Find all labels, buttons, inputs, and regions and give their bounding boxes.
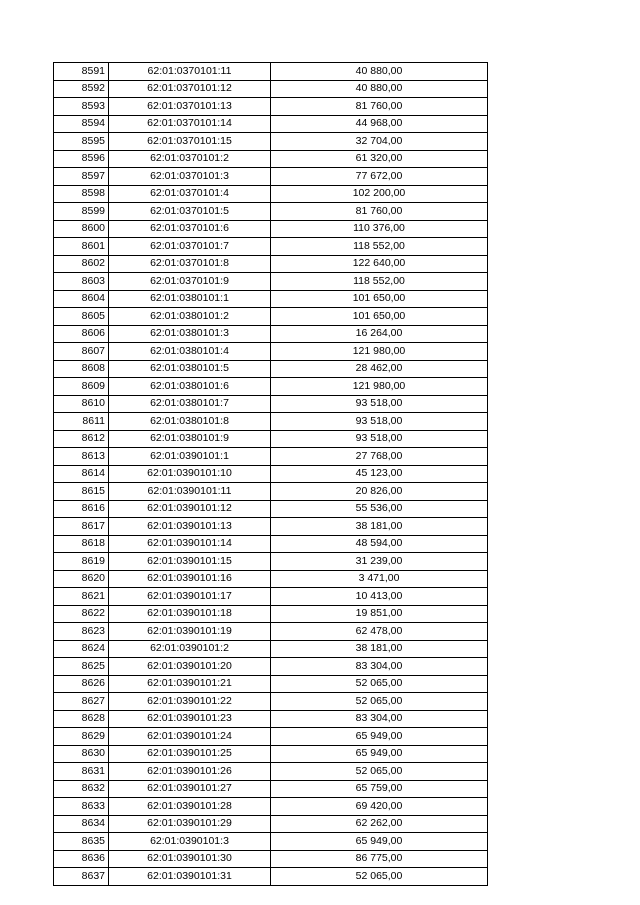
table-row [54, 115, 488, 133]
table-row [54, 413, 488, 431]
cadastral-value-cell: 65 949,00 [271, 833, 488, 851]
table-row [54, 763, 488, 781]
cadastral-value-cell: 52 065,00 [271, 868, 488, 886]
table-row [54, 343, 488, 361]
table-row [54, 850, 488, 868]
cadastral-number-cell: 62:01:0380101:1 [109, 290, 271, 308]
row-number-cell: 8635 [54, 833, 109, 851]
cadastral-value-cell: 77 672,00 [271, 168, 488, 186]
cadastral-number-cell: 62:01:0390101:22 [109, 693, 271, 711]
cadastral-number-cell: 62:01:0390101:20 [109, 658, 271, 676]
row-number-cell: 8617 [54, 518, 109, 536]
row-number-cell: 8624 [54, 640, 109, 658]
cadastral-number-cell: 62:01:0390101:18 [109, 605, 271, 623]
cadastral-value-cell: 122 640,00 [271, 255, 488, 273]
row-number-cell: 8607 [54, 343, 109, 361]
cadastral-number-cell: 62:01:0370101:6 [109, 220, 271, 238]
row-number-cell: 8604 [54, 290, 109, 308]
table-row [54, 623, 488, 641]
cadastral-value-cell: 48 594,00 [271, 535, 488, 553]
table-row [54, 710, 488, 728]
row-number-cell: 8599 [54, 203, 109, 221]
cadastral-number-cell: 62:01:0390101:23 [109, 710, 271, 728]
cadastral-value-cell: 93 518,00 [271, 430, 488, 448]
table-row [54, 203, 488, 221]
cadastral-value-cell: 10 413,00 [271, 588, 488, 606]
cadastral-value-cell: 3 471,00 [271, 570, 488, 588]
row-number-cell: 8613 [54, 448, 109, 466]
table-row [54, 675, 488, 693]
cadastral-number-cell: 62:01:0380101:8 [109, 413, 271, 431]
cadastral-value-cell: 81 760,00 [271, 203, 488, 221]
row-number-cell: 8626 [54, 675, 109, 693]
row-number-cell: 8633 [54, 798, 109, 816]
row-number-cell: 8630 [54, 745, 109, 763]
table-row [54, 640, 488, 658]
cadastral-number-cell: 62:01:0370101:15 [109, 133, 271, 151]
row-number-cell: 8637 [54, 868, 109, 886]
cadastral-number-cell: 62:01:0370101:3 [109, 168, 271, 186]
cadastral-value-cell: 86 775,00 [271, 850, 488, 868]
table-row [54, 588, 488, 606]
cadastral-number-cell: 62:01:0380101:4 [109, 343, 271, 361]
row-number-cell: 8606 [54, 325, 109, 343]
table-row [54, 325, 488, 343]
table-row [54, 780, 488, 798]
table-row [54, 868, 488, 886]
table-row [54, 483, 488, 501]
cadastral-value-cell: 101 650,00 [271, 290, 488, 308]
cadastral-number-cell: 62:01:0390101:27 [109, 780, 271, 798]
table-row [54, 500, 488, 518]
cadastral-value-cell: 38 181,00 [271, 518, 488, 536]
cadastral-value-cell: 102 200,00 [271, 185, 488, 203]
cadastral-value-cell: 118 552,00 [271, 238, 488, 256]
cadastral-value-cell: 19 851,00 [271, 605, 488, 623]
cadastral-value-cell: 61 320,00 [271, 150, 488, 168]
row-number-cell: 8614 [54, 465, 109, 483]
cadastral-number-cell: 62:01:0390101:28 [109, 798, 271, 816]
cadastral-value-cell: 62 262,00 [271, 815, 488, 833]
table-row [54, 605, 488, 623]
cadastral-number-cell: 62:01:0390101:15 [109, 553, 271, 571]
cadastral-number-cell: 62:01:0390101:30 [109, 850, 271, 868]
table-row [54, 728, 488, 746]
table-row [54, 168, 488, 186]
row-number-cell: 8598 [54, 185, 109, 203]
cadastral-value-cell: 62 478,00 [271, 623, 488, 641]
row-number-cell: 8618 [54, 535, 109, 553]
cadastral-number-cell: 62:01:0370101:13 [109, 98, 271, 116]
row-number-cell: 8601 [54, 238, 109, 256]
table-row [54, 448, 488, 466]
table-row [54, 80, 488, 98]
row-number-cell: 8625 [54, 658, 109, 676]
table-row [54, 255, 488, 273]
cadastral-value-cell: 83 304,00 [271, 710, 488, 728]
row-number-cell: 8591 [54, 63, 109, 81]
cadastral-value-cell: 121 980,00 [271, 378, 488, 396]
cadastral-number-cell: 62:01:0390101:1 [109, 448, 271, 466]
cadastral-number-cell: 62:01:0390101:11 [109, 483, 271, 501]
row-number-cell: 8615 [54, 483, 109, 501]
cadastral-number-cell: 62:01:0380101:7 [109, 395, 271, 413]
cadastral-value-cell: 121 980,00 [271, 343, 488, 361]
row-number-cell: 8592 [54, 80, 109, 98]
cadastral-number-cell: 62:01:0380101:6 [109, 378, 271, 396]
row-number-cell: 8602 [54, 255, 109, 273]
row-number-cell: 8610 [54, 395, 109, 413]
table-row [54, 798, 488, 816]
table-row [54, 518, 488, 536]
cadastral-number-cell: 62:01:0390101:26 [109, 763, 271, 781]
row-number-cell: 8623 [54, 623, 109, 641]
cadastral-value-cell: 101 650,00 [271, 308, 488, 326]
row-number-cell: 8627 [54, 693, 109, 711]
cadastral-value-cell: 38 181,00 [271, 640, 488, 658]
cadastral-number-cell: 62:01:0390101:3 [109, 833, 271, 851]
cadastral-number-cell: 62:01:0380101:2 [109, 308, 271, 326]
cadastral-number-cell: 62:01:0370101:8 [109, 255, 271, 273]
cadastral-number-cell: 62:01:0380101:5 [109, 360, 271, 378]
row-number-cell: 8609 [54, 378, 109, 396]
cadastral-number-cell: 62:01:0390101:14 [109, 535, 271, 553]
cadastral-number-cell: 62:01:0370101:12 [109, 80, 271, 98]
cadastral-number-cell: 62:01:0390101:19 [109, 623, 271, 641]
row-number-cell: 8600 [54, 220, 109, 238]
table-body [54, 63, 488, 886]
cadastral-value-cell: 93 518,00 [271, 395, 488, 413]
row-number-cell: 8629 [54, 728, 109, 746]
cadastral-number-cell: 62:01:0370101:9 [109, 273, 271, 291]
table-row [54, 535, 488, 553]
cadastral-value-cell: 65 759,00 [271, 780, 488, 798]
table-row [54, 465, 488, 483]
row-number-cell: 8596 [54, 150, 109, 168]
cadastral-value-cell: 81 760,00 [271, 98, 488, 116]
cadastral-number-cell: 62:01:0390101:2 [109, 640, 271, 658]
cadastral-value-cell: 52 065,00 [271, 763, 488, 781]
row-number-cell: 8632 [54, 780, 109, 798]
cadastral-value-cell: 32 704,00 [271, 133, 488, 151]
table-row [54, 553, 488, 571]
table-row [54, 745, 488, 763]
cadastral-value-cell: 27 768,00 [271, 448, 488, 466]
table-row [54, 220, 488, 238]
cadastral-value-cell: 31 239,00 [271, 553, 488, 571]
table-row [54, 815, 488, 833]
cadastral-value-cell: 44 968,00 [271, 115, 488, 133]
table-row [54, 570, 488, 588]
cadastral-number-cell: 62:01:0390101:17 [109, 588, 271, 606]
row-number-cell: 8605 [54, 308, 109, 326]
row-number-cell: 8595 [54, 133, 109, 151]
cadastral-number-cell: 62:01:0390101:12 [109, 500, 271, 518]
cadastral-number-cell: 62:01:0380101:9 [109, 430, 271, 448]
cadastral-value-cell: 118 552,00 [271, 273, 488, 291]
cadastre-value-table [53, 62, 488, 886]
table-row [54, 185, 488, 203]
cadastral-value-cell: 52 065,00 [271, 675, 488, 693]
row-number-cell: 8612 [54, 430, 109, 448]
row-number-cell: 8611 [54, 413, 109, 431]
row-number-cell: 8620 [54, 570, 109, 588]
table-row [54, 308, 488, 326]
table-row [54, 238, 488, 256]
table-row [54, 133, 488, 151]
cadastral-number-cell: 62:01:0370101:7 [109, 238, 271, 256]
cadastral-number-cell: 62:01:0370101:11 [109, 63, 271, 81]
cadastral-number-cell: 62:01:0390101:16 [109, 570, 271, 588]
table-row [54, 63, 488, 81]
row-number-cell: 8594 [54, 115, 109, 133]
cadastral-value-cell: 16 264,00 [271, 325, 488, 343]
cadastral-value-cell: 52 065,00 [271, 693, 488, 711]
row-number-cell: 8616 [54, 500, 109, 518]
cadastral-value-cell: 69 420,00 [271, 798, 488, 816]
row-number-cell: 8597 [54, 168, 109, 186]
row-number-cell: 8634 [54, 815, 109, 833]
table-row [54, 658, 488, 676]
cadastral-value-cell: 93 518,00 [271, 413, 488, 431]
table-row [54, 395, 488, 413]
cadastral-number-cell: 62:01:0370101:14 [109, 115, 271, 133]
cadastral-value-cell: 40 880,00 [271, 80, 488, 98]
cadastral-number-cell: 62:01:0380101:3 [109, 325, 271, 343]
row-number-cell: 8636 [54, 850, 109, 868]
cadastral-value-cell: 40 880,00 [271, 63, 488, 81]
cadastral-value-cell: 110 376,00 [271, 220, 488, 238]
table-row [54, 290, 488, 308]
cadastral-number-cell: 62:01:0390101:29 [109, 815, 271, 833]
cadastral-number-cell: 62:01:0370101:2 [109, 150, 271, 168]
row-number-cell: 8628 [54, 710, 109, 728]
cadastral-number-cell: 62:01:0390101:21 [109, 675, 271, 693]
table-row [54, 98, 488, 116]
table-row [54, 360, 488, 378]
cadastral-number-cell: 62:01:0390101:25 [109, 745, 271, 763]
row-number-cell: 8631 [54, 763, 109, 781]
cadastral-value-cell: 28 462,00 [271, 360, 488, 378]
table-row [54, 273, 488, 291]
row-number-cell: 8608 [54, 360, 109, 378]
table-row [54, 833, 488, 851]
cadastral-value-cell: 45 123,00 [271, 465, 488, 483]
cadastral-value-cell: 55 536,00 [271, 500, 488, 518]
cadastral-number-cell: 62:01:0390101:24 [109, 728, 271, 746]
cadastral-number-cell: 62:01:0390101:13 [109, 518, 271, 536]
row-number-cell: 8619 [54, 553, 109, 571]
row-number-cell: 8593 [54, 98, 109, 116]
cadastral-number-cell: 62:01:0370101:5 [109, 203, 271, 221]
cadastral-value-cell: 65 949,00 [271, 728, 488, 746]
cadastral-value-cell: 83 304,00 [271, 658, 488, 676]
row-number-cell: 8621 [54, 588, 109, 606]
row-number-cell: 8622 [54, 605, 109, 623]
cadastral-value-cell: 20 826,00 [271, 483, 488, 501]
table-row [54, 693, 488, 711]
row-number-cell: 8603 [54, 273, 109, 291]
table-row [54, 430, 488, 448]
table-row [54, 150, 488, 168]
cadastral-value-cell: 65 949,00 [271, 745, 488, 763]
cadastral-number-cell: 62:01:0370101:4 [109, 185, 271, 203]
table-row [54, 378, 488, 396]
cadastral-number-cell: 62:01:0390101:31 [109, 868, 271, 886]
cadastral-number-cell: 62:01:0390101:10 [109, 465, 271, 483]
